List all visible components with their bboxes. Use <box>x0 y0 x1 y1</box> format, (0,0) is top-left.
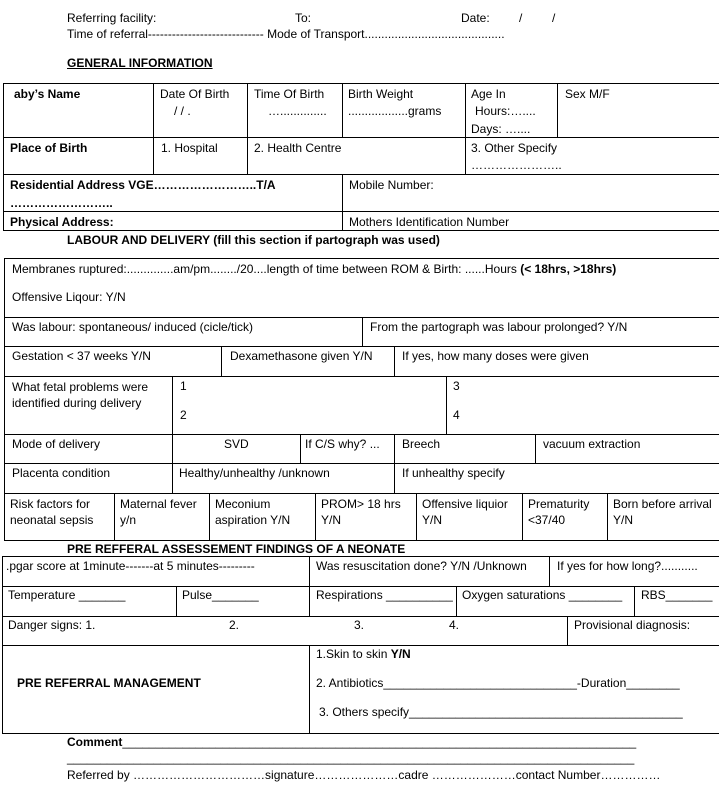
offensive-liquior-field[interactable]: Offensive liquior Y/N <box>422 497 508 527</box>
mobile-number-label: Mobile Number: <box>349 178 434 192</box>
time-of-birth-label: Time Of Birth <box>254 87 325 101</box>
mode-of-delivery-label: Mode of delivery <box>12 437 101 451</box>
time-of-birth-field[interactable]: ….............. <box>268 104 327 118</box>
birth-weight-label: Birth Weight <box>348 87 414 101</box>
placenta-specify-field[interactable]: If unhealthy specify <box>402 466 505 480</box>
fetal-problem-1[interactable]: 1 <box>180 379 187 393</box>
age-days-field[interactable]: Days: ….... <box>471 122 531 136</box>
fetal-problem-4[interactable]: 4 <box>453 408 460 422</box>
babys-name-label: aby’s Name <box>14 87 81 101</box>
hospital-option[interactable]: 1. Hospital <box>161 141 218 155</box>
labour-type-field[interactable]: Was labour: spontaneous/ induced (cicle/tick) <box>12 320 254 334</box>
comment-field[interactable]: Comment_____________________________________________________________________________ <box>67 735 637 749</box>
general-information-heading: GENERAL INFORMATION <box>67 56 213 70</box>
pre-referral-assessment-heading: PRE REFFERAL ASSESSEMENT FINDINGS OF A NEONATE <box>67 542 406 556</box>
doses-field[interactable]: If yes, how many doses were given <box>402 349 589 363</box>
born-before-arrival-field[interactable]: Born before arrival Y/N <box>613 497 712 527</box>
vacuum-option[interactable]: vacuum extraction <box>543 437 641 451</box>
cs-option[interactable]: If C/S why? ... <box>305 437 380 451</box>
provisional-diagnosis-field[interactable]: Provisional diagnosis: <box>574 618 691 632</box>
fetal-problem-3[interactable]: 3 <box>453 379 460 393</box>
to-label: To: <box>295 11 312 25</box>
svd-option[interactable]: SVD <box>224 437 249 451</box>
residential-address-label: Residential Address VGE……………………..T/A <box>10 178 276 192</box>
pre-referral-management-label: PRE REFERRAL MANAGEMENT <box>17 676 201 690</box>
temperature-field[interactable]: Temperature _______ <box>8 588 126 602</box>
age-hours-field[interactable]: Hours:….... <box>475 104 536 118</box>
antibiotics-field[interactable]: 2. Antibiotics_____________________________-Duration________ <box>316 676 680 690</box>
prematurity-field[interactable]: Prematurity <37/40 <box>528 497 590 527</box>
skin-to-skin-field[interactable]: 1.Skin to skin Y/N <box>316 647 411 661</box>
danger-signs-2[interactable]: 2. <box>229 618 240 632</box>
date-of-birth-label: Date Of Birth <box>160 87 230 101</box>
date-of-birth-field[interactable]: / / . <box>174 104 191 118</box>
date-slash: / <box>552 11 556 25</box>
health-centre-option[interactable]: 2. Health Centre <box>254 141 342 155</box>
others-specify-field[interactable]: 3. Others specify_________________________________________ <box>319 705 683 719</box>
other-specify-field[interactable]: ………………….. <box>471 158 562 172</box>
labour-prolonged-field[interactable]: From the partograph was labour prolonged? Y/N <box>370 320 628 334</box>
dexamethasone-field[interactable]: Dexamethasone given Y/N <box>230 349 373 363</box>
danger-signs-1[interactable]: Danger signs: 1. <box>8 618 96 632</box>
placenta-condition-label: Placenta condition <box>12 466 111 480</box>
age-in-label: Age In <box>471 87 506 101</box>
referring-facility-label: Referring facility: <box>67 11 157 25</box>
membranes-ruptured-field[interactable]: Membranes ruptured:..............am/pm......../20....length of time between ROM & Birth: ......Hours (< 18hrs, >18hrs) <box>12 262 617 276</box>
labour-delivery-heading: LABOUR AND DELIVERY (fill this section if partograph was used) <box>67 233 440 247</box>
placenta-health-field[interactable]: Healthy/unhealthy /unknown <box>179 466 330 480</box>
rbs-field[interactable]: RBS_______ <box>641 588 713 602</box>
danger-signs-3[interactable]: 3. <box>354 618 365 632</box>
breech-option[interactable]: Breech <box>402 437 441 451</box>
birth-weight-field[interactable]: ..................grams <box>348 104 442 118</box>
resuscitation-field[interactable]: Was resuscitation done? Y/N /Unknown <box>316 559 527 573</box>
date-slash: / <box>519 11 523 25</box>
offensive-liquor-field[interactable]: Offensive Liqour: Y/N <box>12 290 126 304</box>
resuscitation-duration-field[interactable]: If yes for how long?........... <box>557 559 698 573</box>
gestation-field[interactable]: Gestation < 37 weeks Y/N <box>12 349 151 363</box>
oxygen-saturation-field[interactable]: Oxygen saturations ________ <box>462 588 623 602</box>
danger-signs-4[interactable]: 4. <box>449 618 460 632</box>
pulse-field[interactable]: Pulse_______ <box>182 588 259 602</box>
fetal-problem-2[interactable]: 2 <box>180 408 187 422</box>
mothers-id-label: Mothers Identification Number <box>349 215 510 229</box>
date-label: Date: <box>461 11 490 25</box>
apgar-score-field[interactable]: .pgar score at 1minute-------at 5 minutes--------- <box>6 559 255 573</box>
comment-line-2[interactable]: _____________________________________________________________________________________ <box>67 751 635 765</box>
residential-address-field[interactable]: …………………….. <box>10 196 113 210</box>
respirations-field[interactable]: Respirations __________ <box>316 588 453 602</box>
place-of-birth-label: Place of Birth <box>10 141 88 155</box>
sex-field[interactable]: Sex M/F <box>565 87 610 101</box>
time-of-referral-line: Time of referral----------------------------- Mode of Transport.......................................... <box>67 27 505 41</box>
prom-field[interactable]: PROM> 18 hrs Y/N <box>321 497 401 527</box>
maternal-fever-field[interactable]: Maternal fever y/n <box>120 497 197 527</box>
meconium-field[interactable]: Meconium aspiration Y/N <box>215 497 291 527</box>
fetal-problems-label: What fetal problems were identified during delivery <box>12 380 149 410</box>
risk-factors-label: Risk factors for neonatal sepsis <box>10 497 94 527</box>
physical-address-label: Physical Address: <box>10 215 114 229</box>
referred-by-line[interactable]: Referred by ……………………………signature…………………cadre …………………contact Number…………… <box>67 768 661 782</box>
other-specify-option[interactable]: 3. Other Specify <box>471 141 558 155</box>
